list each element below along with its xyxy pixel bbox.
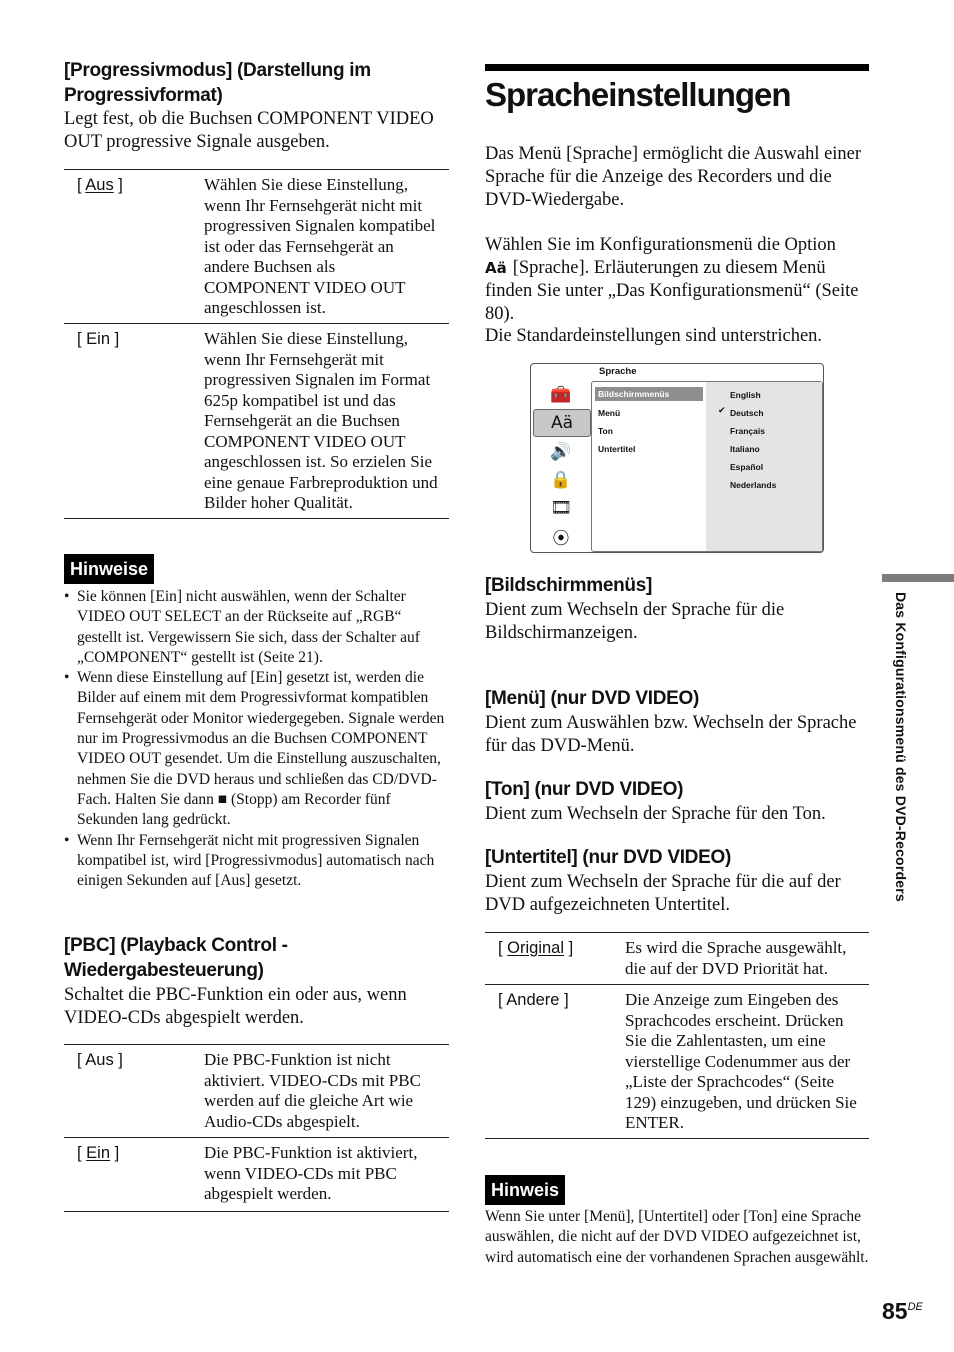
osd-language-item: Français: [730, 426, 765, 436]
osd-panel: [591, 381, 823, 552]
language-icon: Aä: [533, 409, 591, 437]
option-description: Wählen Sie diese Einstellung, wenn Ihr Fernsehgerät mit progressiven Signalen im Format 625p kompatibel ist und das Fernsehgerät an die Buchsen COMPONENT VIDEO OUT angeschlossen ist. So erzielen Sie eine genaue Farbreproduktion und Bilder hoher Qualität.: [204, 329, 438, 512]
hinweis-text: Wenn Sie unter [Menü], [Untertitel] oder [Ton] eine Sprache auswählen, die nicht auf der DVD VIDEO aufgezeichnet ist, wird automatisch eine der vorhandenen Sprachen ausgewählt.: [485, 1208, 869, 1266]
table-row: [64, 170, 449, 323]
hinweis-badge: Hinweis: [485, 1175, 565, 1205]
pbc-intro: Schaltet die PBC-Funktion ein oder aus, wenn VIDEO-CDs abgespielt werden.: [64, 985, 407, 1028]
untertitel-table: [485, 932, 869, 1139]
option-key: [ Aus ]: [77, 176, 123, 194]
lock-icon: 🔒: [550, 470, 572, 490]
intro-paragraph-2: Wählen Sie im Konfigurationsmenü die Option Aä [Sprache]. Erläuterungen zu diesem Menü finden Sie unter „Das Konfigurationsmenü“ (Seite 80).: [485, 235, 859, 324]
title-rule: [485, 64, 869, 71]
progressivmodus-heading: [Progressivmodus] (Darstellung im Progressivformat): [64, 60, 371, 106]
speaker-icon: 🔊: [550, 442, 572, 462]
menue-heading: [Menü] (nur DVD VIDEO): [485, 688, 699, 709]
film-icon: 🎞: [550, 498, 572, 518]
table-row: [485, 984, 869, 1138]
untertitel-heading: [Untertitel] (nur DVD VIDEO): [485, 847, 731, 868]
list-item: • Sie können [Ein] nicht auswählen, wenn der Schalter VIDEO OUT SELECT an der Rückseite auf „RGB“ gestellt ist. Vergewissern Sie sich, dass der Schalter auf „COMPONENT“ gestellt ist (Seite 21).: [64, 587, 450, 668]
table-row: [64, 1137, 449, 1211]
list-item: • Wenn diese Einstellung auf [Ein] gesetzt ist, werden die Bilder auf einem mit dem Progressivformat kompatiblen Fernsehgerät oder Monitor wiedergegeben. Signale werden nur im Progressivmodus an die Buchsen COMPONENT VIDEO OUT gesendet. Um die Einstellung auszuschalten, nehmen Sie die DVD heraus und schließen das CD/DVD-Fach. Halten Sie dann ■ (Stopp) am Recorder fünf Sekunden lang gedrückt.: [64, 668, 450, 830]
ton-text: Dient zum Wechseln der Sprache für den Ton.: [485, 804, 826, 824]
intro-paragraph-1: Das Menü [Sprache] ermöglicht die Auswahl einer Sprache für die Anzeige des Recorders und die DVD-Wiedergabe.: [485, 144, 862, 210]
osd-language-item: Nederlands: [730, 480, 777, 490]
osd-menu-item: Menü: [598, 408, 621, 418]
check-icon: ✔: [718, 406, 726, 416]
list-item: • Wenn Ihr Fernsehgerät nicht mit progressiven Signalen kompatibel ist, wird [Progressivmodus] automatisch nach einigen Sekunden auf [Aus] gesetzt.: [64, 831, 450, 892]
side-tab-label: Das Konfigurationsmenü des DVD-Recorders: [893, 592, 909, 902]
option-description: Die PBC-Funktion ist nicht aktiviert. VIDEO-CDs mit PBC werden auf die gleiche Art wie Audio-CDs abgespielt.: [204, 1050, 421, 1131]
option-key: [ Ein ]: [77, 330, 120, 348]
option-key: [ Original ]: [498, 939, 574, 957]
table-row: [64, 323, 449, 518]
ton-heading: [Ton] (nur DVD VIDEO): [485, 779, 684, 800]
osd-language-item: English: [730, 390, 761, 400]
osd-language-item: Italiano: [730, 444, 760, 454]
progressivmodus-intro: Legt fest, ob die Buchsen COMPONENT VIDEO OUT progressive Signale ausgeben.: [64, 109, 434, 152]
disc-icon: ⦿: [552, 528, 570, 549]
hinweise-badge: Hinweise: [64, 554, 154, 584]
untertitel-text: Dient zum Wechseln der Sprache für die auf der DVD aufgezeichneten Untertitel.: [485, 872, 841, 915]
language-icon: Aä: [485, 259, 507, 277]
osd-menu-item: Untertitel: [598, 444, 636, 454]
osd-title: Sprache: [599, 366, 637, 377]
menue-text: Dient zum Auswählen bzw. Wechseln der Sprache für das DVD-Menü.: [485, 713, 857, 756]
osd-language-item: Deutsch: [730, 408, 764, 418]
pbc-heading: [PBC] (Playback Control - Wiedergabesteuerung): [64, 935, 288, 981]
option-description: Es wird die Sprache ausgewählt, die auf der DVD Priorität hat.: [625, 938, 847, 978]
table-row: [485, 933, 869, 984]
osd-language-item: Español: [730, 462, 764, 472]
osd-menu-item: Ton: [598, 426, 613, 436]
hinweise-list: [64, 587, 450, 891]
option-description: Die PBC-Funktion ist aktiviert, wenn VIDEO-CDs mit PBC abgespielt werden.: [204, 1143, 418, 1203]
bildschirmmenues-text: Dient zum Wechseln der Sprache für die Bildschirmanzeigen.: [485, 600, 785, 643]
page-number: 85DE: [882, 1298, 923, 1324]
toolbox-icon: 🧰: [550, 385, 572, 405]
option-key: [ Ein ]: [77, 1144, 120, 1162]
progressivmodus-table: [64, 169, 449, 519]
table-row: [64, 1045, 449, 1137]
osd-icon-column: [533, 380, 589, 550]
language-menu-screenshot: [530, 363, 824, 553]
side-tab-bar: [882, 574, 954, 582]
bildschirmmenues-heading: [Bildschirmmenüs]: [485, 575, 652, 596]
option-description: Wählen Sie diese Einstellung, wenn Ihr Fernsehgerät nicht mit progressiven Signalen kompatibel ist oder das Fernsehgerät an andere Buchsen als COMPONENT VIDEO OUT angeschlossen ist.: [204, 175, 436, 317]
option-description: Die Anzeige zum Eingeben des Sprachcodes erscheint. Drücken Sie die Zahlentasten, um eine vierstellige Codenummer aus der „Liste der Sprachcodes“ (Seite 129) einzugeben, und drücken Sie ENTER.: [625, 990, 857, 1132]
page-title: Spracheinstellungen: [485, 76, 791, 113]
option-key: [ Andere ]: [498, 991, 569, 1009]
intro-paragraph-3: Die Standardeinstellungen sind unterstrichen.: [485, 326, 823, 346]
pbc-table: [64, 1044, 449, 1212]
osd-menu-item: Bildschirmmenüs: [595, 387, 703, 401]
option-key: [ Aus ]: [77, 1051, 123, 1069]
